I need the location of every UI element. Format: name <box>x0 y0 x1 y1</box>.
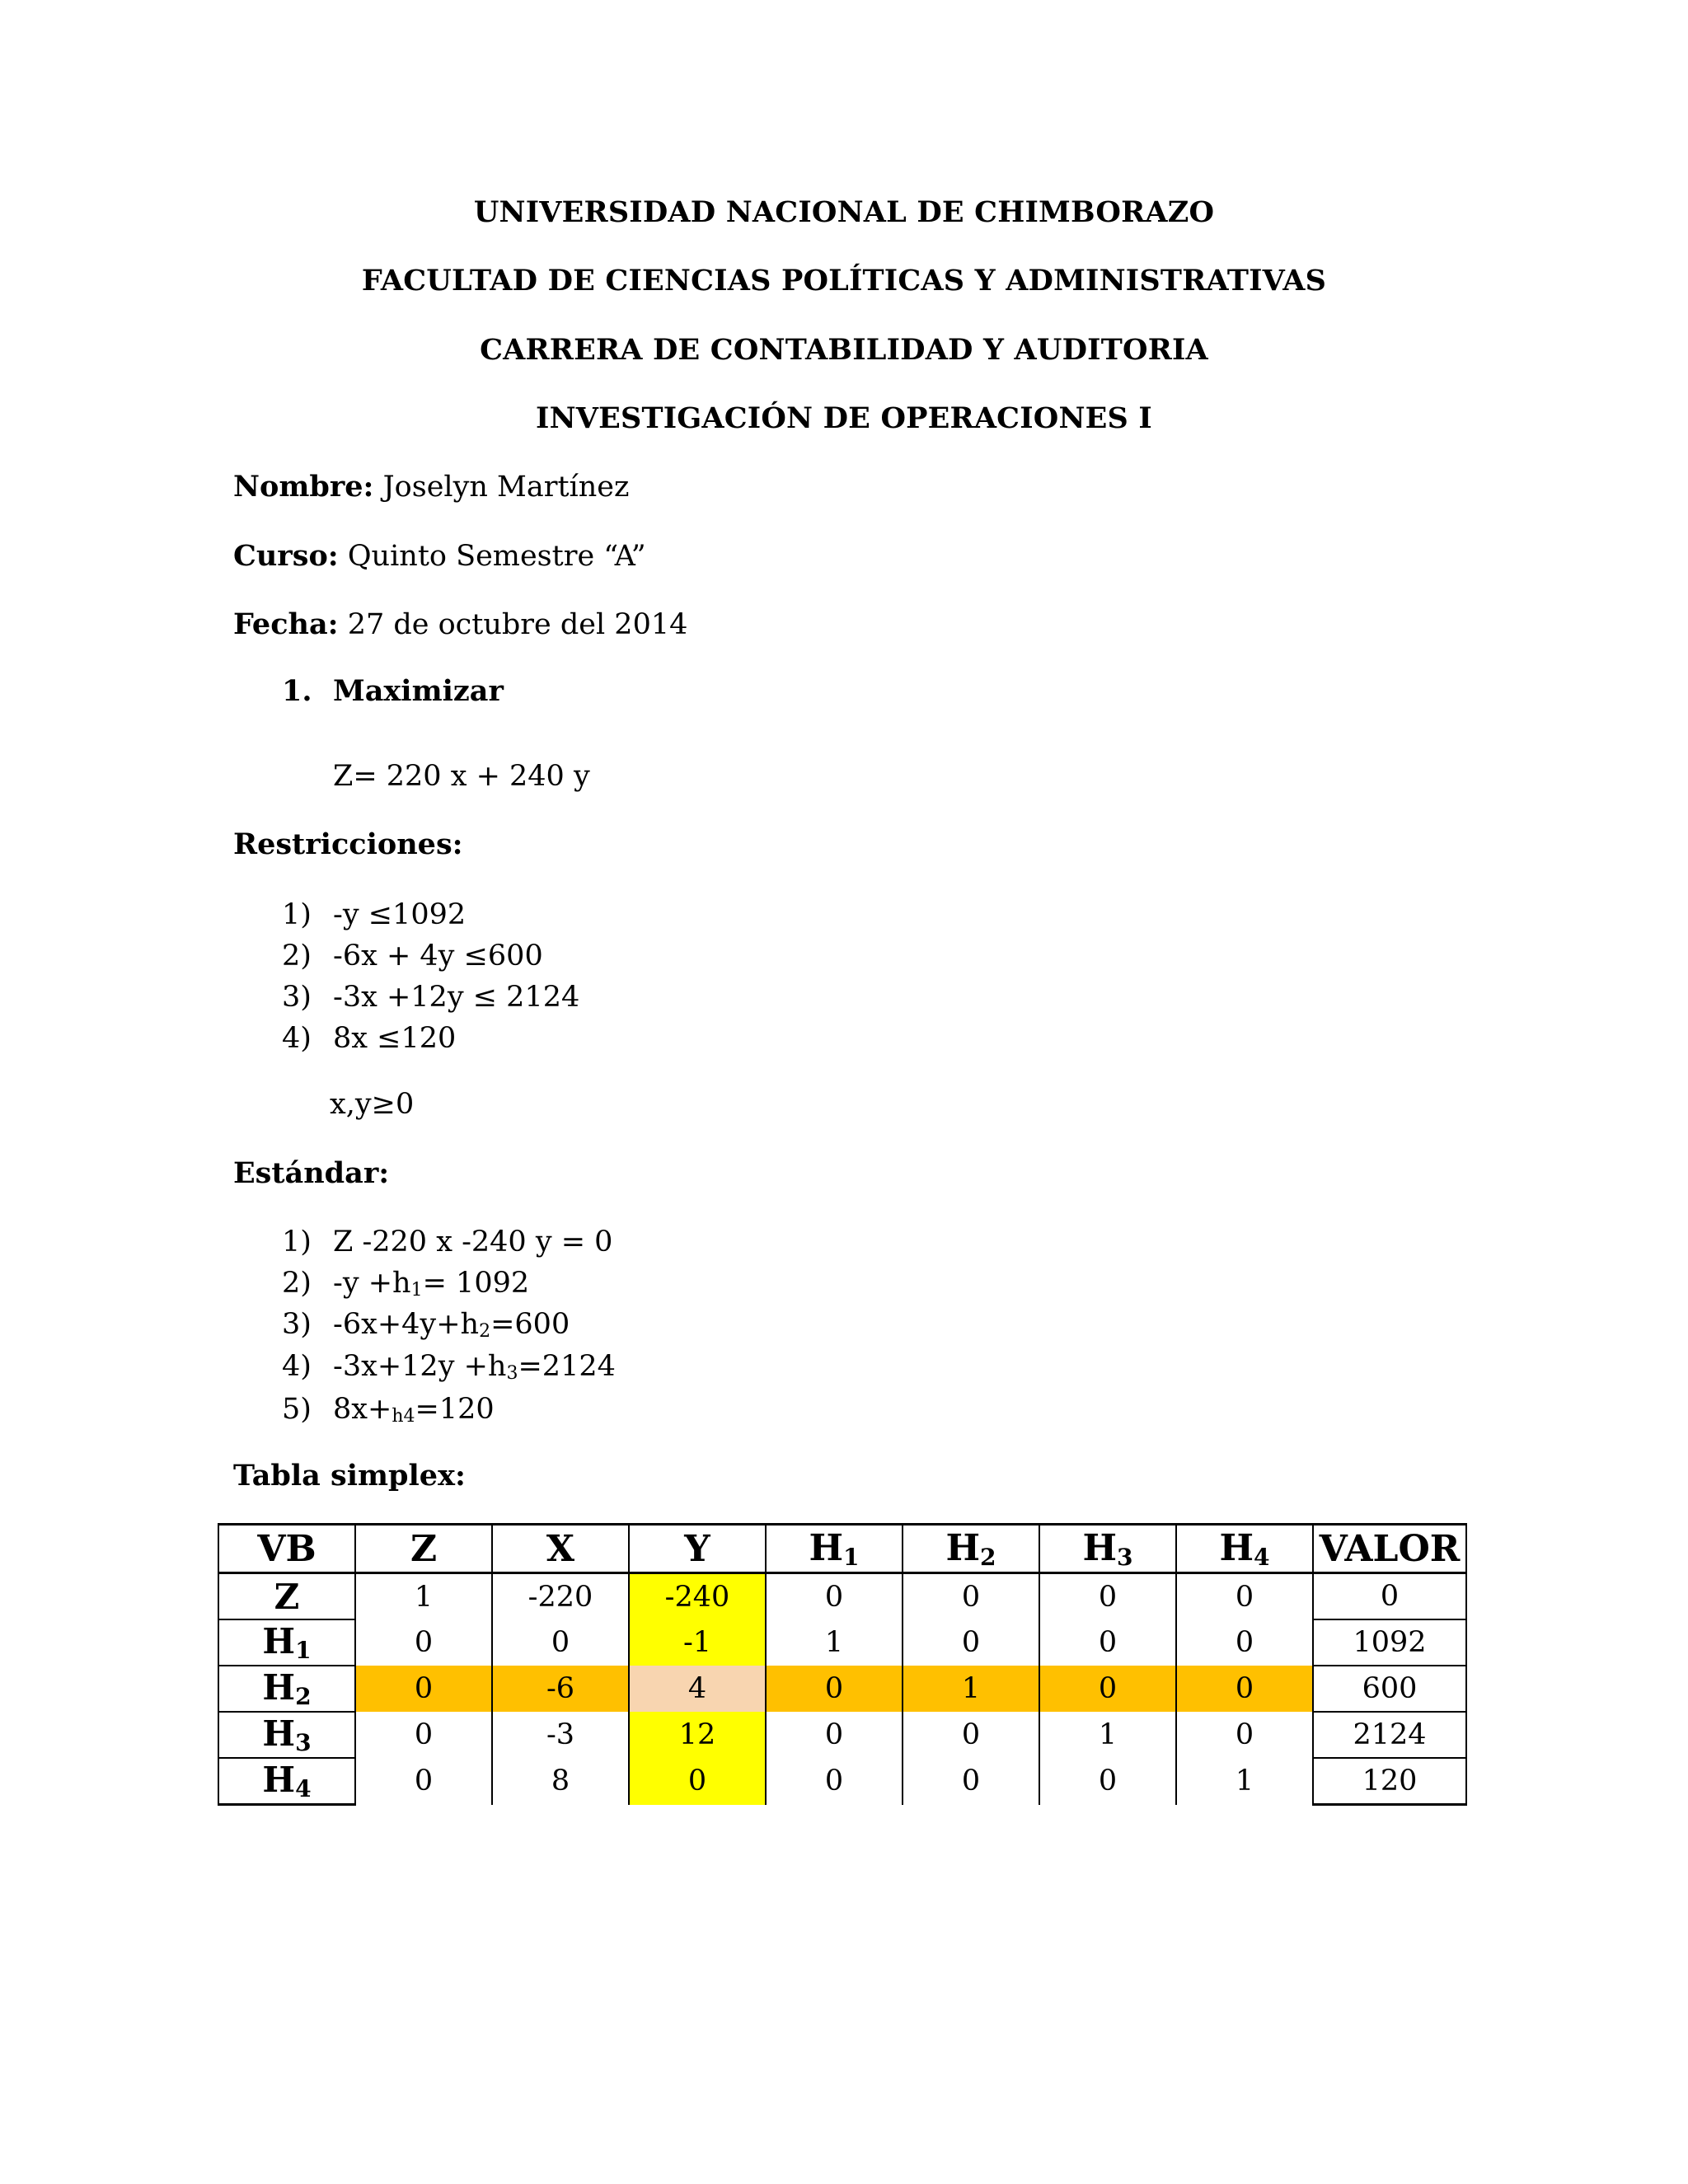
table-cell: 0 <box>766 1712 903 1758</box>
column-header-label: VALOR <box>1319 1527 1461 1570</box>
equation-part: =600 <box>490 1308 570 1341</box>
equation-part: =120 <box>415 1393 495 1426</box>
nonnegativity: x,y≥0 <box>330 1088 415 1121</box>
estandar-number: 1) <box>282 1226 312 1258</box>
column-header-subscript: 2 <box>980 1543 996 1571</box>
table-cell: 0 <box>492 1619 629 1666</box>
table-cell: 0 <box>903 1712 1039 1758</box>
table-cell: 1 <box>1176 1758 1313 1805</box>
column-header-subscript: 3 <box>1117 1543 1133 1571</box>
table-cell: 8 <box>492 1758 629 1805</box>
equation-part: -y +h <box>333 1267 411 1300</box>
equation-subscript: 2 <box>479 1321 491 1342</box>
column-header <box>1176 1525 1313 1573</box>
column-header-subscript: 1 <box>843 1543 860 1571</box>
restricciones-heading: Restricciones: <box>233 827 463 861</box>
column-header <box>903 1525 1039 1573</box>
table-cell: 1 <box>1039 1712 1176 1758</box>
table-cell: 0 <box>1176 1666 1313 1712</box>
table-row <box>218 1666 1466 1712</box>
column-header <box>492 1525 629 1573</box>
estandar-equation <box>333 1226 612 1258</box>
problem-title: Maximizar <box>333 674 504 708</box>
table-cell: 1 <box>355 1573 492 1620</box>
career-title: CARRERA DE CONTABILIDAD Y AUDITORIA <box>480 333 1208 367</box>
fecha-line <box>233 607 687 641</box>
equation-part: =2124 <box>518 1350 616 1383</box>
table-cell: 0 <box>355 1666 492 1712</box>
row-variable-label: H <box>262 1621 296 1661</box>
nombre-value: Joselyn Martínez <box>382 471 630 504</box>
column-header-label: Z <box>410 1527 438 1570</box>
restriccion-number: 3) <box>282 981 312 1014</box>
row-variable <box>218 1619 355 1666</box>
column-header-label: H <box>809 1526 844 1569</box>
table-cell: 0 <box>1039 1619 1176 1666</box>
row-variable <box>218 1712 355 1758</box>
table-cell: 1 <box>903 1666 1039 1712</box>
table-cell: 120 <box>1313 1758 1466 1805</box>
row-variable-subscript: 3 <box>295 1729 312 1756</box>
nombre-label: Nombre: <box>233 470 374 504</box>
estandar-heading: Estándar: <box>233 1156 390 1190</box>
column-header <box>766 1525 903 1573</box>
table-cell: 0 <box>1176 1573 1313 1620</box>
simplex-header-row <box>218 1525 1466 1573</box>
table-row <box>218 1619 1466 1666</box>
problem-number: 1. <box>282 674 312 708</box>
column-header-subscript: 4 <box>1254 1543 1270 1571</box>
restriccion-number: 4) <box>282 1022 312 1055</box>
objective-function: Z= 220 x + 240 y <box>333 760 590 793</box>
table-cell: -240 <box>629 1573 766 1620</box>
equation-subscript: h4 <box>392 1406 415 1427</box>
row-variable <box>218 1666 355 1712</box>
table-row <box>218 1573 1466 1620</box>
estandar-equation <box>333 1393 495 1427</box>
estandar-number: 2) <box>282 1267 312 1300</box>
column-header <box>355 1525 492 1573</box>
fecha-value: 27 de octubre del 2014 <box>347 608 688 641</box>
table-cell: 0 <box>1039 1666 1176 1712</box>
simplex-table <box>218 1523 1467 1806</box>
column-header-label: H <box>1219 1526 1254 1569</box>
table-row <box>218 1712 1466 1758</box>
equation-subscript: 1 <box>410 1280 423 1301</box>
row-variable-label: H <box>262 1667 296 1708</box>
restriccion-text: -3x +12y ≤ 2124 <box>333 981 580 1014</box>
fecha-label: Fecha: <box>233 607 339 641</box>
table-cell: 12 <box>629 1712 766 1758</box>
equation-part: Z -220 x -240 y = 0 <box>333 1226 613 1258</box>
curso-line <box>233 539 646 573</box>
subject-title: INVESTIGACIÓN DE OPERACIONES I <box>536 401 1152 435</box>
column-header <box>1313 1525 1466 1573</box>
table-cell: 0 <box>903 1619 1039 1666</box>
restriccion-text: 8x ≤120 <box>333 1022 457 1055</box>
estandar-equation <box>333 1267 529 1301</box>
row-variable-subscript: 1 <box>295 1637 312 1664</box>
equation-part: 8x+ <box>333 1393 392 1426</box>
table-cell: 1 <box>766 1619 903 1666</box>
table-cell: -6 <box>492 1666 629 1712</box>
row-variable-label: H <box>262 1713 296 1754</box>
equation-part: -3x+12y +h <box>333 1350 507 1383</box>
table-cell: 0 <box>766 1573 903 1620</box>
row-variable <box>218 1758 355 1805</box>
column-header-label: VB <box>257 1527 316 1570</box>
estandar-number: 5) <box>282 1393 312 1426</box>
equation-part: = 1092 <box>422 1267 530 1300</box>
estandar-number: 4) <box>282 1350 312 1383</box>
table-cell: -220 <box>492 1573 629 1620</box>
row-variable-subscript: 2 <box>295 1683 312 1710</box>
estandar-equation <box>333 1350 616 1384</box>
table-cell: 0 <box>903 1758 1039 1805</box>
column-header <box>1039 1525 1176 1573</box>
tabla-heading: Tabla simplex: <box>233 1459 466 1493</box>
column-header-label: H <box>1082 1526 1118 1569</box>
table-cell: 0 <box>766 1758 903 1805</box>
equation-part: -6x+4y+h <box>333 1308 480 1341</box>
estandar-equation <box>333 1308 570 1342</box>
table-cell: 4 <box>629 1666 766 1712</box>
row-variable <box>218 1573 355 1620</box>
column-header-label: Y <box>684 1527 710 1570</box>
table-cell: 0 <box>766 1666 903 1712</box>
university-title: UNIVERSIDAD NACIONAL DE CHIMBORAZO <box>473 195 1215 229</box>
table-cell: 0 <box>629 1758 766 1805</box>
table-cell: 0 <box>1313 1573 1466 1620</box>
table-cell: 0 <box>1039 1573 1176 1620</box>
table-cell: 0 <box>355 1758 492 1805</box>
row-variable-subscript: 4 <box>295 1775 312 1802</box>
table-cell: 0 <box>1039 1758 1176 1805</box>
curso-value: Quinto Semestre “A” <box>347 540 646 573</box>
table-cell: 0 <box>355 1619 492 1666</box>
row-variable-label: H <box>262 1760 296 1800</box>
table-cell: 0 <box>1176 1712 1313 1758</box>
table-cell: 2124 <box>1313 1712 1466 1758</box>
table-cell: 0 <box>1176 1619 1313 1666</box>
table-cell: 0 <box>355 1712 492 1758</box>
restriccion-text: -y ≤1092 <box>333 898 467 931</box>
column-header <box>218 1525 355 1573</box>
estandar-number: 3) <box>282 1308 312 1341</box>
table-cell: 600 <box>1313 1666 1466 1712</box>
table-cell: 0 <box>903 1573 1039 1620</box>
row-variable-label: Z <box>274 1576 300 1617</box>
restriccion-text: -6x + 4y ≤600 <box>333 940 543 972</box>
restriccion-number: 2) <box>282 940 312 972</box>
table-cell: -3 <box>492 1712 629 1758</box>
faculty-title: FACULTAD DE CIENCIAS POLÍTICAS Y ADMINISTRATIVAS <box>361 264 1327 298</box>
column-header-label: X <box>546 1527 575 1570</box>
column-header <box>629 1525 766 1573</box>
nombre-line <box>233 470 629 504</box>
table-cell: -1 <box>629 1619 766 1666</box>
table-row <box>218 1758 1466 1805</box>
equation-subscript: 3 <box>506 1363 518 1384</box>
column-header-label: H <box>945 1526 981 1569</box>
table-cell: 1092 <box>1313 1619 1466 1666</box>
restriccion-number: 1) <box>282 898 312 931</box>
curso-label: Curso: <box>233 539 339 573</box>
